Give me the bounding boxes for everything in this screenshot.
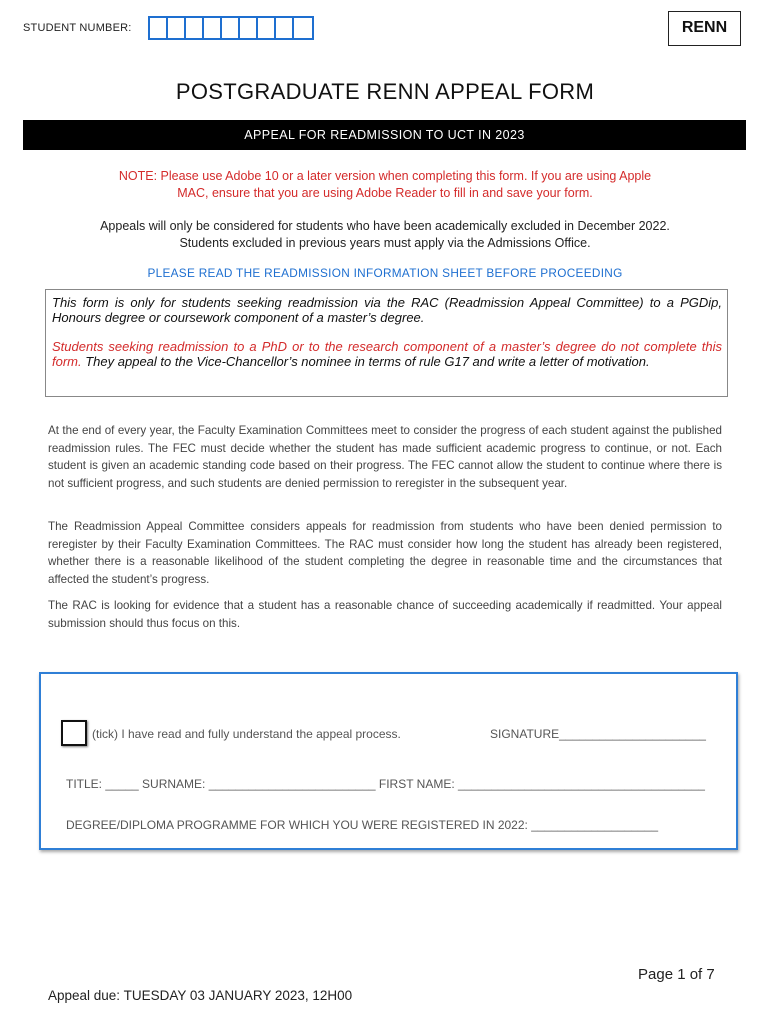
- student-number-field[interactable]: [148, 16, 314, 40]
- software-note-line-1: NOTE: Please use Adobe 10 or a later version when completing this form. If you are using Apple: [118, 169, 652, 183]
- understand-checkbox[interactable]: [61, 720, 87, 746]
- banner: APPEAL FOR READMISSION TO UCT IN 2023: [23, 120, 746, 150]
- student-number-digit-box[interactable]: [168, 18, 186, 38]
- student-number-digit-box[interactable]: [276, 18, 294, 38]
- body-paragraph-1: At the end of every year, the Faculty Examination Committees meet to consider the progress of each student against the published readmission rules. The FEC must decide whether the student has made sufficient academic progress to continue, or not. Each student is given an academic standing code based on their progress. The FEC cannot allow the student to continue where there is not sufficient progress, and such students are denied permission to reregister in the subsequent year.: [48, 424, 722, 490]
- notice-para-2: [52, 339, 722, 369]
- software-note: [40, 168, 730, 202]
- body-paragraph-3: The RAC is looking for evidence that a student has a reasonable chance of succeeding academically if readmitted. Your appeal submission should thus focus on this.: [48, 599, 722, 630]
- signature-field[interactable]: SIGNATURE______________________: [490, 727, 706, 741]
- eligibility-note: [40, 218, 730, 252]
- notice-box: [45, 289, 728, 397]
- notice-red-text: Students seeking readmission to a PhD or to the research component of a master’s degree do not complete this form.: [52, 339, 722, 369]
- body-paragraph-2: The Readmission Appeal Committee considers appeals for readmission from students who have been denied permission to reregister by their Faculty Examination Committees. The RAC must consider how long the student has already been registered, whether there is a reasonable likelihood of the student completing the degree in reasonable time and the circumstances that affected the student’s progress.: [48, 520, 722, 586]
- student-number-digit-box[interactable]: [294, 18, 312, 38]
- student-number-digit-box[interactable]: [150, 18, 168, 38]
- eligibility-note-line-2: Students excluded in previous years must apply via the Admissions Office.: [179, 236, 591, 250]
- student-number-digit-box[interactable]: [186, 18, 204, 38]
- student-number-digit-box[interactable]: [222, 18, 240, 38]
- tick-label: (tick) I have read and fully understand the appeal process.: [92, 727, 401, 741]
- appeal-due-date: Appeal due: TUESDAY 03 JANUARY 2023, 12H00: [48, 988, 353, 1003]
- eligibility-note-line-1: Appeals will only be considered for students who have been academically excluded in December 2022.: [100, 219, 670, 233]
- notice-black-text: They appeal to the Vice-Chancellor’s nominee in terms of rule G17 and write a letter of motivation.: [81, 354, 650, 369]
- student-number-digit-box[interactable]: [258, 18, 276, 38]
- page-number: Page 1 of 7: [638, 966, 715, 983]
- degree-field-line[interactable]: DEGREE/DIPLOMA PROGRAMME FOR WHICH YOU WERE REGISTERED IN 2022: ___________________: [66, 818, 658, 832]
- form-title: POSTGRADUATE RENN APPEAL FORM: [175, 79, 595, 104]
- student-number-digit-box[interactable]: [240, 18, 258, 38]
- student-number-digit-box[interactable]: [204, 18, 222, 38]
- notice-para-1: This form is only for students seeking readmission via the RAC (Readmission Appeal Committee) to a PGDip, Honours degree or coursework component of a master’s degree.: [52, 295, 722, 325]
- read-info-sheet-notice: PLEASE READ THE READMISSION INFORMATION SHEET BEFORE PROCEEDING: [147, 266, 623, 280]
- software-note-line-2: MAC, ensure that you are using Adobe Reader to fill in and save your form.: [177, 186, 593, 200]
- student-number-label: STUDENT NUMBER:: [23, 22, 132, 34]
- name-fields-line[interactable]: TITLE: _____ SURNAME: _________________________ FIRST NAME: _____________________________________: [66, 777, 705, 791]
- renn-badge: RENN: [668, 11, 741, 46]
